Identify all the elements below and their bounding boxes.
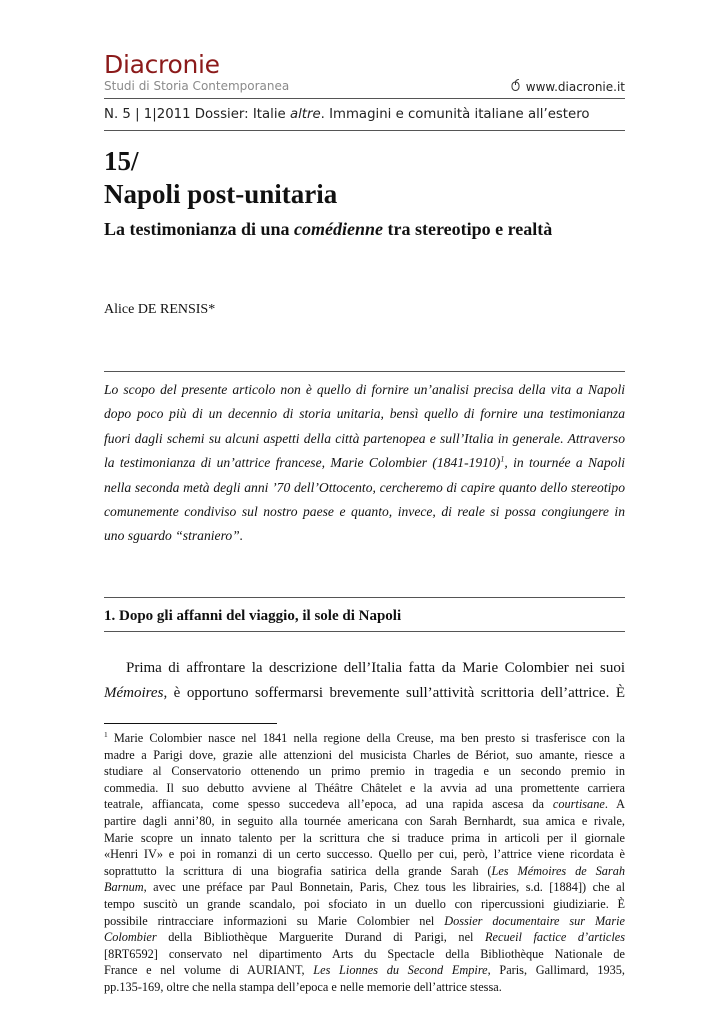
abstract-line: nella seconda metà degli anni ’70 dell’Ottocento, cercheremo di capire quanto dello stereotipo (104, 479, 625, 495)
footnote-line: teatrale, affiancata, come spesso succedeva all’epoca, ad una rapida ascesa da courtisane. A (104, 797, 625, 812)
author-name: Alice DE RENSIS* (104, 302, 216, 317)
issue-line: N. 5 | 1|2011 Dossier: Italie altre. Immagini e comunità italiane all’estero (104, 107, 590, 122)
footnote-line: $^1$ Marie Colombier nasce nel 1841 nella regione della Creuse, ma ben presto si trasferisce con la (104, 729, 625, 745)
footnote-line: madre a Parigi dove, grazie alle attenzioni del musicista Charles de Bériot, suo amante, riesce a (104, 747, 625, 762)
body-line: Prima di affrontare la descrizione dell’Italia fatta da Marie Colombier nei suoi (126, 660, 625, 676)
abstract (104, 378, 625, 549)
footnote-marker: 1 (104, 729, 108, 739)
abstract-line: comunemente condiviso sul nostro paese e quanto, invece, di reale si possa congiungere in (104, 504, 625, 520)
footnote-line: pp.135-169, oltre che nella stampa dell’epoca e nelle memorie dell’attrice stessa. (104, 979, 502, 994)
footnote-line: tempo suscitò un grande scandalo, poi sfociato in un duello con ripercussioni giudiziarie. È (104, 896, 625, 911)
body-paragraph (104, 656, 625, 706)
website-url[interactable]: www.diacronie.it (525, 79, 625, 94)
footnote-line: studiare al Conservatorio ottenendo un primo premio in tragedia e un secondo premio in (104, 764, 625, 779)
abstract-line: fuori dagli schemi su alcuni aspetti della città partenopea e sull’Italia in generale. Attraverso (104, 430, 625, 446)
website-link[interactable] (511, 79, 625, 94)
issue-rule (104, 130, 625, 131)
abstract-line: uno sguardo “straniero”. (104, 528, 244, 544)
footnote-line: Barnum, avec une préface par Paul Bonnetain, Paris, Chez tous les librairies, s.d. [1884]) che al (104, 880, 625, 895)
footnote-ref[interactable]: 1 (500, 454, 505, 464)
footnote-line: soprattutto la scrittura di una biografia satirica della grande Sarah (Les Mémoires de Sarah (104, 863, 625, 878)
body-line: Mémoires, è opportuno soffermarsi brevemente sull’attività scrittoria dell’attrice. È (104, 685, 625, 701)
abstract-line: la testimonianza di un’attrice francese, Marie Colombier (1841-1910)$^1$, in tournée a Napoli (104, 454, 626, 471)
section-top-rule (104, 597, 625, 598)
footnote-line: [8RT6592] conservato nel dipartimento Arts du Spectacle della Bibliothèque Nationale de (104, 946, 625, 961)
abstract-line: dopo poco più di un decennio di storia unitaria, bensì quello di fornire una testimonianza (104, 406, 625, 422)
footnote-line: partire dagli anni’80, in seguito alla tournée americana con Sarah Bernhardt, sua amica e rivale, (104, 813, 625, 828)
header-rule (104, 98, 625, 99)
footnote-line: commedia. Il suo debutto avviene al Théâtre Châtelet e la avvia ad una promettente carriera (104, 780, 625, 795)
footnote-line: France e nel volume di AURIANT, Les Lionnes du Second Empire, Paris, Gallimard, 1935, (104, 963, 625, 978)
article-number: 15/ (104, 146, 139, 176)
footnote-line: Colombier della Bibliothèque Marguerite Durand di Parigi, nel Recueil factice d’articles (104, 930, 625, 945)
mouse-icon (511, 79, 521, 94)
abstract-line: Lo scopo del presente articolo non è quello di fornire un’analisi precisa della vita a Napoli (104, 382, 625, 397)
footnote-rule (104, 723, 277, 724)
footnote-line: «Henri IV» e poi in romanzi di un certo successo. Quello per cui, però, l’attrice viene ricordata è (104, 847, 625, 862)
footnote-line: possibile rintracciare informazioni su Marie Colombier nel Dossier documentaire sur Marie (104, 913, 625, 928)
journal-brand: Diacronie (104, 50, 220, 79)
footnote-line: Marie scopre un innato talento per la scrittura che si traduce prima in articoli per il giornale (104, 830, 625, 845)
abstract-top-rule (104, 371, 625, 372)
journal-subtitle: Studi di Storia Contemporanea (104, 79, 290, 93)
article-title: Napoli post-unitaria (104, 179, 338, 209)
section-heading: 1. Dopo gli affanni del viaggio, il sole di Napoli (104, 608, 402, 624)
section-bottom-rule (104, 631, 625, 632)
footnote (104, 730, 625, 996)
article-subtitle: La testimonianza di una comédienne tra stereotipo e realtà (104, 219, 553, 239)
